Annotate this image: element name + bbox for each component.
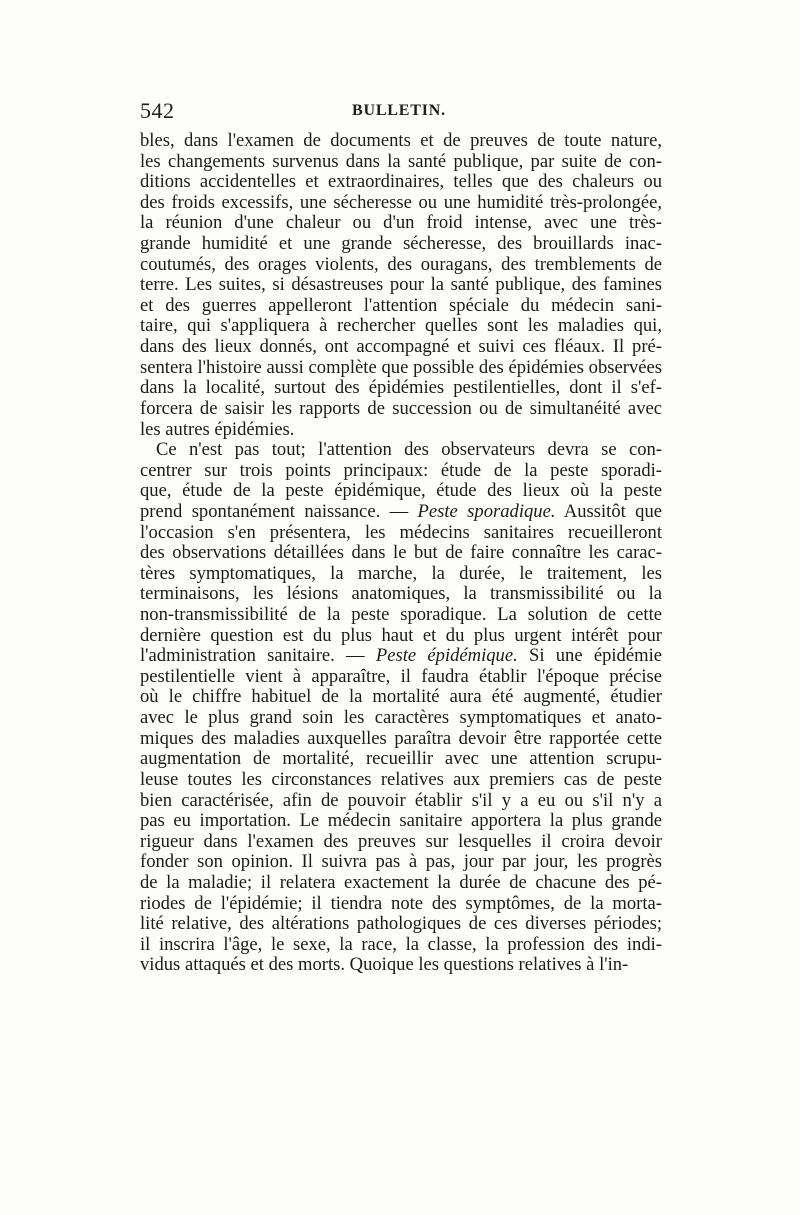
text-segment: riodes de l'épidémie; il tiendra note des symptômes, de la morta-	[140, 892, 662, 914]
text-segment: des froids excessifs, une sécheresse ou une humidité très-prolongée,	[140, 191, 662, 213]
text-line	[140, 275, 662, 296]
page-number: 542	[140, 98, 175, 123]
text-line	[140, 791, 662, 812]
text-line	[140, 708, 662, 729]
text-segment: que, étude de la peste épidémique, étude des lieux où la peste	[140, 480, 662, 502]
text-segment: pestilentielle vient à apparaître, il faudra établir l'époque précise	[140, 665, 662, 687]
text-line	[140, 523, 662, 544]
text-line	[140, 852, 662, 873]
text-segment: avec le plus grand soin les caractères symptomatiques et anato-	[140, 707, 662, 729]
text-segment: bien caractérisée, afin de pouvoir établir s'il y a eu ou s'il n'y a	[140, 789, 662, 811]
text-line	[140, 234, 662, 255]
text-line	[140, 626, 662, 647]
text-segment: dans la localité, surtout des épidémies pestilentielles, dont il s'ef-	[140, 377, 662, 399]
text-line	[140, 296, 662, 317]
text-segment: Aussitôt que	[555, 500, 663, 522]
text-line	[140, 399, 662, 420]
text-segment: les autres épidémies.	[140, 418, 295, 440]
text-segment: il inscrira l'âge, le sexe, la race, la classe, la profession des indi-	[140, 933, 662, 955]
text-line	[140, 378, 662, 399]
text-line	[140, 729, 662, 750]
text-segment: taire, qui s'appliquera à rechercher quelles sont les maladies qui,	[140, 315, 662, 337]
italic-heading: Peste sporadique.	[417, 500, 556, 522]
text-line	[140, 935, 662, 956]
text-line	[140, 461, 662, 482]
text-line	[140, 131, 662, 152]
text-segment: où le chiffre habituel de la mortalité aura été augmenté, étudier	[140, 686, 662, 708]
text-segment: Si une épidémie	[517, 645, 662, 667]
text-segment: coutumés, des orages violents, des ouragans, des tremblements de	[140, 253, 662, 275]
text-line	[140, 337, 662, 358]
page-header	[140, 98, 662, 128]
text-line	[140, 543, 662, 564]
text-segment: terre. Les suites, si désastreuses pour la santé publique, des famines	[140, 274, 662, 296]
text-segment: vidus attaqués et des morts. Quoique les questions relatives à l'in-	[140, 954, 629, 976]
text-segment: bles, dans l'examen de documents et de preuves de toute nature,	[140, 130, 662, 151]
text-segment: lité relative, des altérations pathologiques de ces diverses périodes;	[140, 913, 662, 935]
text-segment: des observations détaillées dans le but de faire connaître les carac-	[140, 542, 662, 564]
text-line	[140, 667, 662, 688]
text-segment: centrer sur trois points principaux: étude de la peste sporadi-	[140, 459, 662, 481]
text-line	[140, 832, 662, 853]
text-segment: tères symptomatiques, la marche, la durée, le traitement, les	[140, 562, 662, 584]
running-head: BULLETIN.	[352, 102, 446, 119]
text-line	[140, 770, 662, 791]
text-line	[140, 564, 662, 585]
text-line	[140, 358, 662, 379]
text-segment: l'occasion s'en présentera, les médecins sanitaires recueilleront	[140, 521, 662, 543]
text-line	[140, 873, 662, 894]
text-line	[140, 481, 662, 502]
text-segment: fonder son opinion. Il suivra pas à pas, jour par jour, les progrès	[140, 851, 662, 873]
text-line	[140, 584, 662, 605]
text-segment: pas eu importation. Le médecin sanitaire apportera la plus grande	[140, 810, 662, 832]
text-line	[140, 749, 662, 770]
text-segment: les changements survenus dans la santé publique, par suite de con-	[140, 150, 662, 172]
text-line	[140, 894, 662, 915]
text-line	[140, 914, 662, 935]
text-segment: dans des lieux donnés, ont accompagné et suivi ces fléaux. Il pré-	[140, 336, 662, 358]
text-segment: grande humidité et une grande sécheresse, des brouillards inac-	[140, 233, 662, 255]
text-segment: et des guerres appelleront l'attention spéciale du médecin sani-	[140, 294, 662, 316]
text-line	[140, 193, 662, 214]
text-segment: de la maladie; il relatera exactement la durée de chacune des pé-	[140, 871, 662, 893]
text-line	[140, 687, 662, 708]
text-segment: sentera l'histoire aussi complète que possible des épidémies observées	[140, 356, 662, 378]
text-line	[140, 420, 662, 441]
text-line	[140, 502, 662, 523]
text-line	[140, 811, 662, 832]
text-line	[140, 255, 662, 276]
body-text	[140, 131, 662, 976]
text-segment: rigueur dans l'examen des preuves sur lesquelles il croira devoir	[140, 830, 662, 852]
text-segment: forcera de saisir les rapports de succession ou de simultanéité avec	[140, 397, 662, 419]
text-segment: terminaisons, les lésions anatomiques, la transmissibilité ou la	[140, 583, 662, 605]
text-segment: ditions accidentelles et extraordinaires, telles que des chaleurs ou	[140, 171, 662, 193]
text-segment: dernière question est du plus haut et du plus urgent intérêt pour	[140, 624, 662, 646]
text-segment: leuse toutes les circonstances relatives aux premiers cas de peste	[140, 768, 662, 790]
text-segment: miques des maladies auxquelles paraîtra devoir être rapportée cette	[140, 727, 662, 749]
text-line	[140, 152, 662, 173]
text-line	[140, 316, 662, 337]
text-line	[140, 605, 662, 626]
text-segment: l'administration sanitaire. —	[140, 645, 376, 667]
text-segment: augmentation de mortalité, recueillir avec une attention scrupu-	[140, 748, 662, 770]
italic-heading: Peste épidémique.	[375, 645, 518, 667]
text-line	[140, 955, 662, 976]
text-segment: prend spontanément naissance. —	[140, 500, 418, 522]
text-line	[140, 213, 662, 234]
text-line	[140, 646, 662, 667]
text-segment: Ce n'est pas tout; l'attention des observateurs devra se con-	[156, 439, 662, 461]
text-line	[140, 440, 662, 461]
text-segment: non-transmissibilité de la peste sporadique. La solution de cette	[140, 604, 662, 626]
text-line	[140, 172, 662, 193]
text-segment: la réunion d'une chaleur ou d'un froid intense, avec une très-	[140, 212, 662, 234]
